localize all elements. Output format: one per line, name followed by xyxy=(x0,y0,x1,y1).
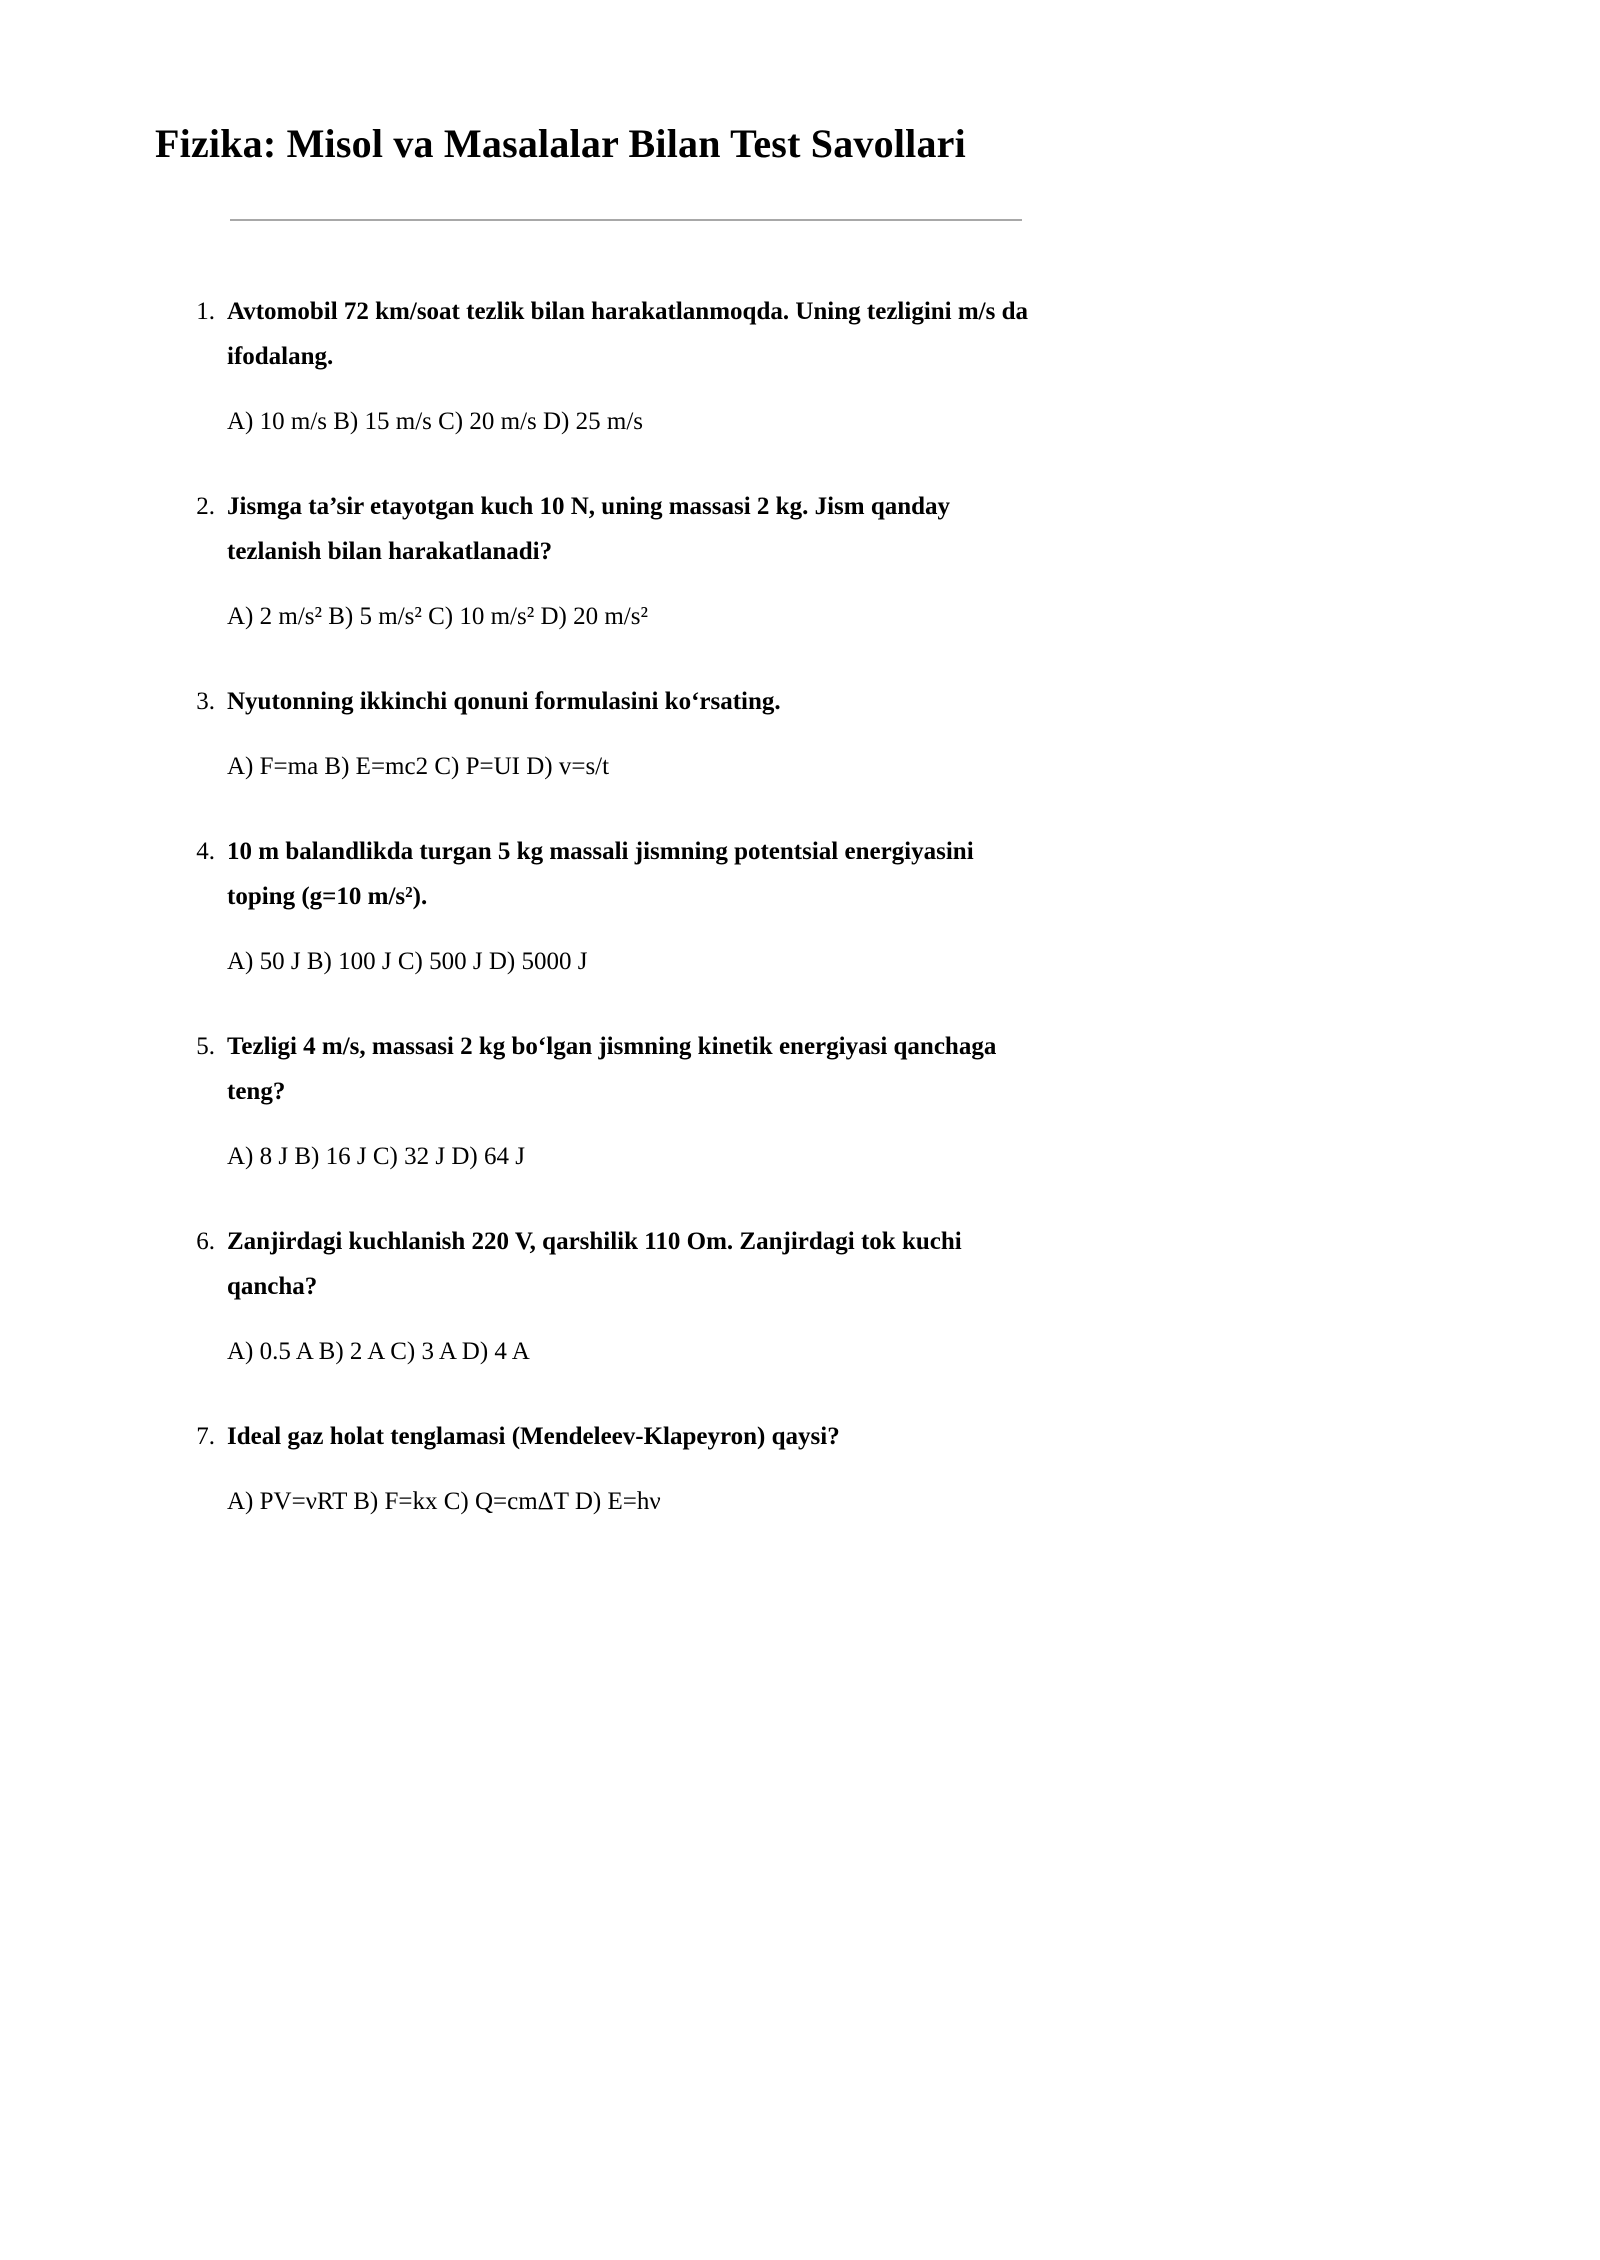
question-number: 6. xyxy=(196,1228,215,1255)
question-number: 7. xyxy=(196,1423,215,1450)
question-text: Ideal gaz holat tenglamasi (Mendeleev-Klapeyron) qaysi? xyxy=(227,1423,840,1450)
question-text: Tezligi 4 m/s, massasi 2 kg bo‘lgan jismning kinetik energiyasi qanchaga teng? xyxy=(227,1033,997,1105)
question-body xyxy=(227,269,1035,464)
question-item xyxy=(155,1004,1035,1199)
question-body xyxy=(227,659,1035,809)
question-item xyxy=(155,1199,1035,1394)
question-options: A) 0.5 A B) 2 A C) 3 A D) 4 A xyxy=(227,1338,530,1365)
question-options: A) 8 J B) 16 J C) 32 J D) 64 J xyxy=(227,1143,525,1170)
question-item xyxy=(155,809,1035,1004)
question-options: A) 50 J B) 100 J C) 500 J D) 5000 J xyxy=(227,948,588,975)
question-item xyxy=(155,269,1035,464)
question-body xyxy=(227,464,1035,659)
horizontal-divider xyxy=(230,219,1022,221)
question-body xyxy=(227,1199,1035,1394)
question-item xyxy=(155,1394,1035,1544)
question-number: 3. xyxy=(196,688,215,715)
question-options: A) 10 m/s B) 15 m/s C) 20 m/s D) 25 m/s xyxy=(227,408,643,435)
question-options: A) PV=νRT B) F=kx C) Q=cmΔT D) E=hν xyxy=(227,1488,661,1515)
question-body xyxy=(227,809,1035,1004)
question-text: 10 m balandlikda turgan 5 kg massali jismning potentsial energiyasini toping (g=10 m/s²). xyxy=(227,838,974,910)
question-options: A) F=ma B) E=mc2 C) P=UI D) v=s/t xyxy=(227,753,610,780)
question-number: 5. xyxy=(196,1033,215,1060)
question-text: Zanjirdagi kuchlanish 220 V, qarshilik 110 Om. Zanjirdagi tok kuchi qancha? xyxy=(227,1228,962,1300)
question-body xyxy=(227,1004,1035,1199)
question-text: Jismga ta’sir etayotgan kuch 10 N, uning massasi 2 kg. Jism qanday tezlanish bilan harakatlanadi? xyxy=(227,493,951,565)
question-text: Nyutonning ikkinchi qonuni formulasini ko‘rsating. xyxy=(227,688,781,715)
question-item xyxy=(155,464,1035,659)
question-item xyxy=(155,659,1035,809)
question-number: 1. xyxy=(196,298,215,325)
page-title: Fizika: Misol va Masalalar Bilan Test Savollari xyxy=(155,121,966,166)
question-body xyxy=(227,1394,1035,1544)
question-options: A) 2 m/s² B) 5 m/s² C) 10 m/s² D) 20 m/s² xyxy=(227,603,648,630)
document-page xyxy=(0,0,1035,1544)
question-number: 4. xyxy=(196,838,215,865)
question-text: Avtomobil 72 km/soat tezlik bilan harakatlanmoqda. Uning tezligini m/s da ifodalang. xyxy=(227,298,1029,370)
question-list xyxy=(155,269,1035,1544)
question-number: 2. xyxy=(196,493,215,520)
